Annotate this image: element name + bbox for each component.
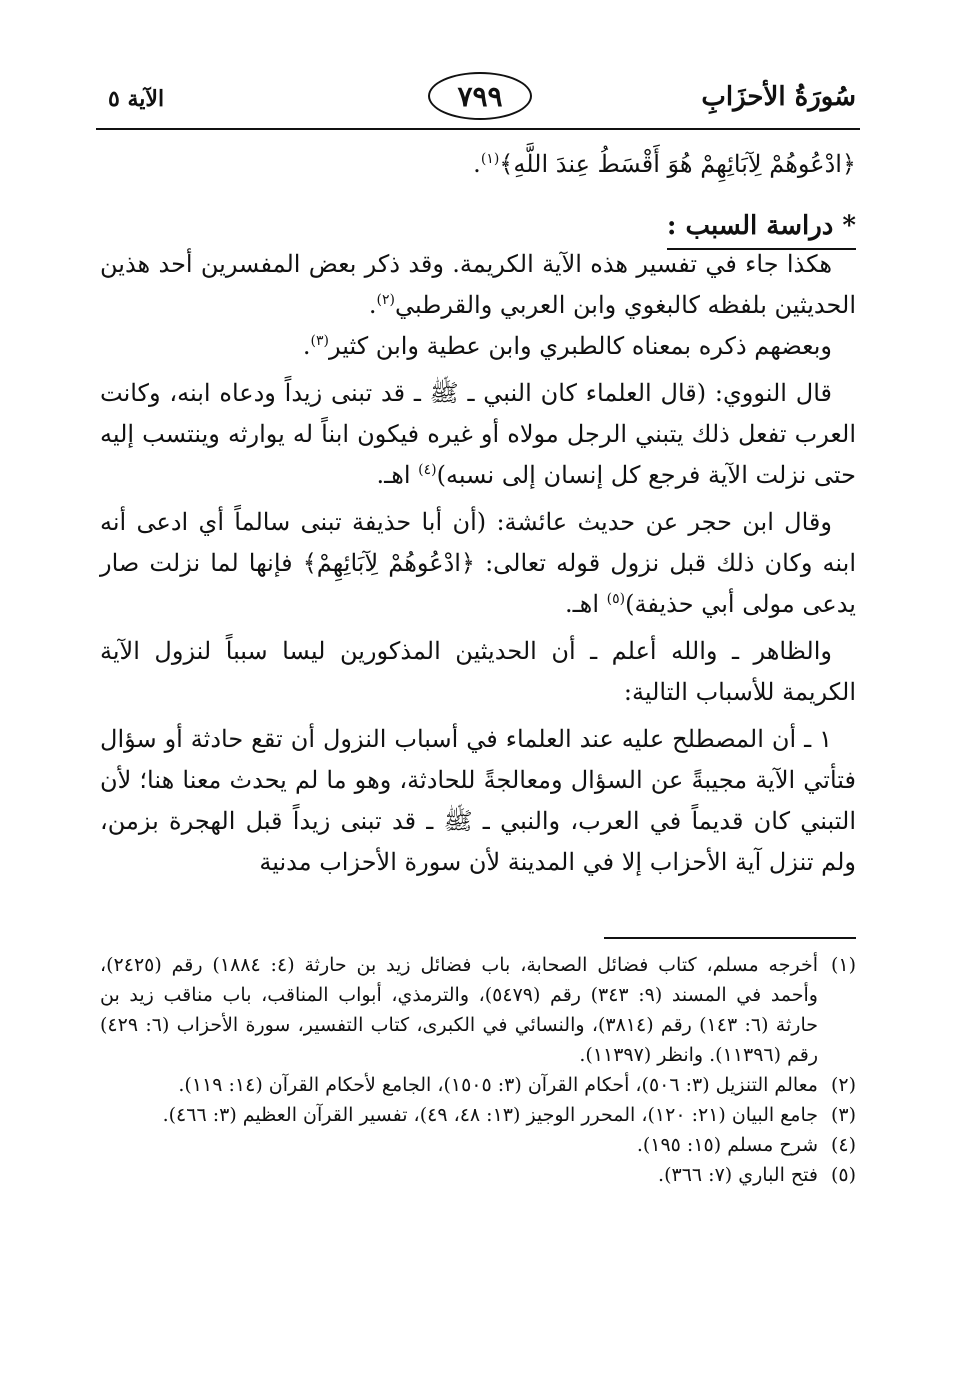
paragraph-3-text: قال النووي: (قال العلماء كان النبي ـ ﷺ ـ قد تبنى زيداً ودعاه ابنه، وكانت العرب تفعل ذلك يتبني الرجل مولاه أو غيره فيكون ابناً له يوارثه وينتسب إليه حتى نزلت الآية فرجع كل إنسان إلى نسبه) — [100, 379, 856, 489]
paragraph-3 — [100, 373, 856, 496]
footnote-number: (٥) — [830, 1164, 856, 1186]
paragraph-1-text: هكذا جاء في تفسير هذه الآية الكريمة. وقد ذكر بعض المفسرين أحد هذين الحديثين بلفظه كالبغوي وابن العربي والقرطبي — [100, 250, 856, 319]
page-number: ٧٩٩ — [457, 79, 503, 113]
paragraph-3-end: اهـ. — [376, 461, 419, 489]
surah-title: سُورَةُ الأحزَابِ — [701, 82, 856, 112]
footnote-text: فتح الباري (٧: ٣٦٦). — [658, 1164, 818, 1186]
footnote-number: (٣) — [830, 1104, 856, 1126]
paragraph-5 — [100, 631, 856, 713]
footnote-number: (٤) — [830, 1134, 856, 1156]
footnote-item — [100, 1160, 856, 1190]
paragraph-2: وبعضهم ذكره بمعناه كالطبري وابن عطية وابن كثير$^{(٣)}$. — [302, 332, 832, 360]
main-text — [100, 140, 856, 883]
footnote-text: جامع البيان (٢١: ١٢٠)، المحرر الوجيز (١٣: ٤٨، ٤٩)، تفسير القرآن العظيم (٣: ٤٦٦). — [162, 1104, 818, 1126]
page-number-oval — [428, 72, 532, 120]
footnote-item — [100, 950, 856, 1070]
paragraph-6 — [100, 719, 856, 883]
header-rule — [96, 128, 860, 130]
paragraph-4-text: وقال ابن حجر عن حديث عائشة: (أن أبا حذيفة تبنى سالماً أي ادعى أنه ابنه وكان ذلك قبل نزول قوله تعالى: ﴿ادْعُوهُمْ لِآبَائِهِمْ﴾ فإنها لما نزلت صار يدعى مولى أبي حذيفة) — [100, 508, 856, 618]
section-title: * دراسة السبب : — [667, 204, 856, 250]
ayah-label: الآية ٥ — [108, 86, 165, 112]
quran-quote: ﴿ادْعُوهُمْ لِآبَائِهِمْ هُوَ أَقْسَطُ عِندَ اللَّهِ﴾ — [499, 150, 856, 178]
footnote-number: (٢) — [830, 1074, 856, 1096]
paragraph-5-text: والظاهر ـ والله أعلم ـ أن الحديثين المذكورين ليسا سبباً لنزول الآية الكريمة للأسباب التالية: — [100, 637, 856, 706]
footnote-ref-3: (٣) — [310, 333, 330, 349]
footnote-separator — [604, 937, 856, 939]
paragraph-6-text: ١ ـ أن المصطلح عليه عند العلماء في أسباب النزول أن تقع حادثة أو سؤال فتأتي الآية مجيبةً عن السؤال ومعالجةً للحادثة، وهو ما لم يحدث معنا هنا؛ لأن التبني كان قديماً في العرب، والنبي ـ ﷺ ـ قد تبنى زيداً قبل الهجرة بزمن، ولم تنزل آية الأحزاب إلا في المدينة لأن سورة الأحزاب مدنية — [100, 725, 856, 876]
footnote-number: (١) — [830, 954, 856, 976]
footnote-item — [100, 1070, 856, 1100]
footnote-ref-4: (٤) — [418, 462, 437, 478]
footnotes — [100, 950, 856, 1190]
paragraph-2-text: وبعضهم ذكره بمعناه كالطبري وابن عطية وابن كثير — [329, 332, 832, 360]
paragraph-4-end: اهـ. — [565, 590, 607, 618]
paragraph-1: هكذا جاء في تفسير هذه الآية الكريمة. وقد ذكر بعض المفسرين أحد هذين الحديثين بلفظه كالبغوي وابن العربي والقرطبي$^{(٢)}$. — [100, 250, 856, 319]
footnote-text: شرح مسلم (١٥: ١٩٥). — [636, 1134, 818, 1156]
footnote-item — [100, 1100, 856, 1130]
footnote-ref-1: (١) — [480, 151, 500, 167]
paragraph-4 — [100, 502, 856, 625]
footnote-text: أخرجه مسلم، كتاب فضائل الصحابة، باب فضائل زيد بن حارثة (٤: ١٨٨٤) رقم (٢٤٢٥)، وأحمد في المسند (٩: ٣٤٣) رقم (٥٤٧٩)، والترمذي، أبواب المناقب، باب مناقب زيد بن حارثة (٦: ١٤٣) رقم (٣٨١٤)، والنسائي في الكبرى، كتاب التفسير، سورة الأحزاب (٦: ٤٢٩) رقم (١١٣٩٦). وانظر (١١٣٩٧). — [100, 954, 818, 1066]
footnote-ref-5: (٥) — [606, 591, 626, 607]
footnote-item — [100, 1130, 856, 1160]
quran-quote-line: ﴿ادْعُوهُمْ لِآبَائِهِمْ هُوَ أَقْسَطُ عِندَ اللَّهِ﴾$^{(١)}$. — [473, 150, 856, 178]
section-title-wrap — [100, 188, 856, 244]
footnote-text: معالم التنزيل (٣: ٥٠٦)، أحكام القرآن (٣: ١٥٠٥)، الجامع لأحكام القرآن (١٤: ١١٩). — [178, 1074, 818, 1096]
footnote-ref-2: (٢) — [376, 292, 395, 308]
